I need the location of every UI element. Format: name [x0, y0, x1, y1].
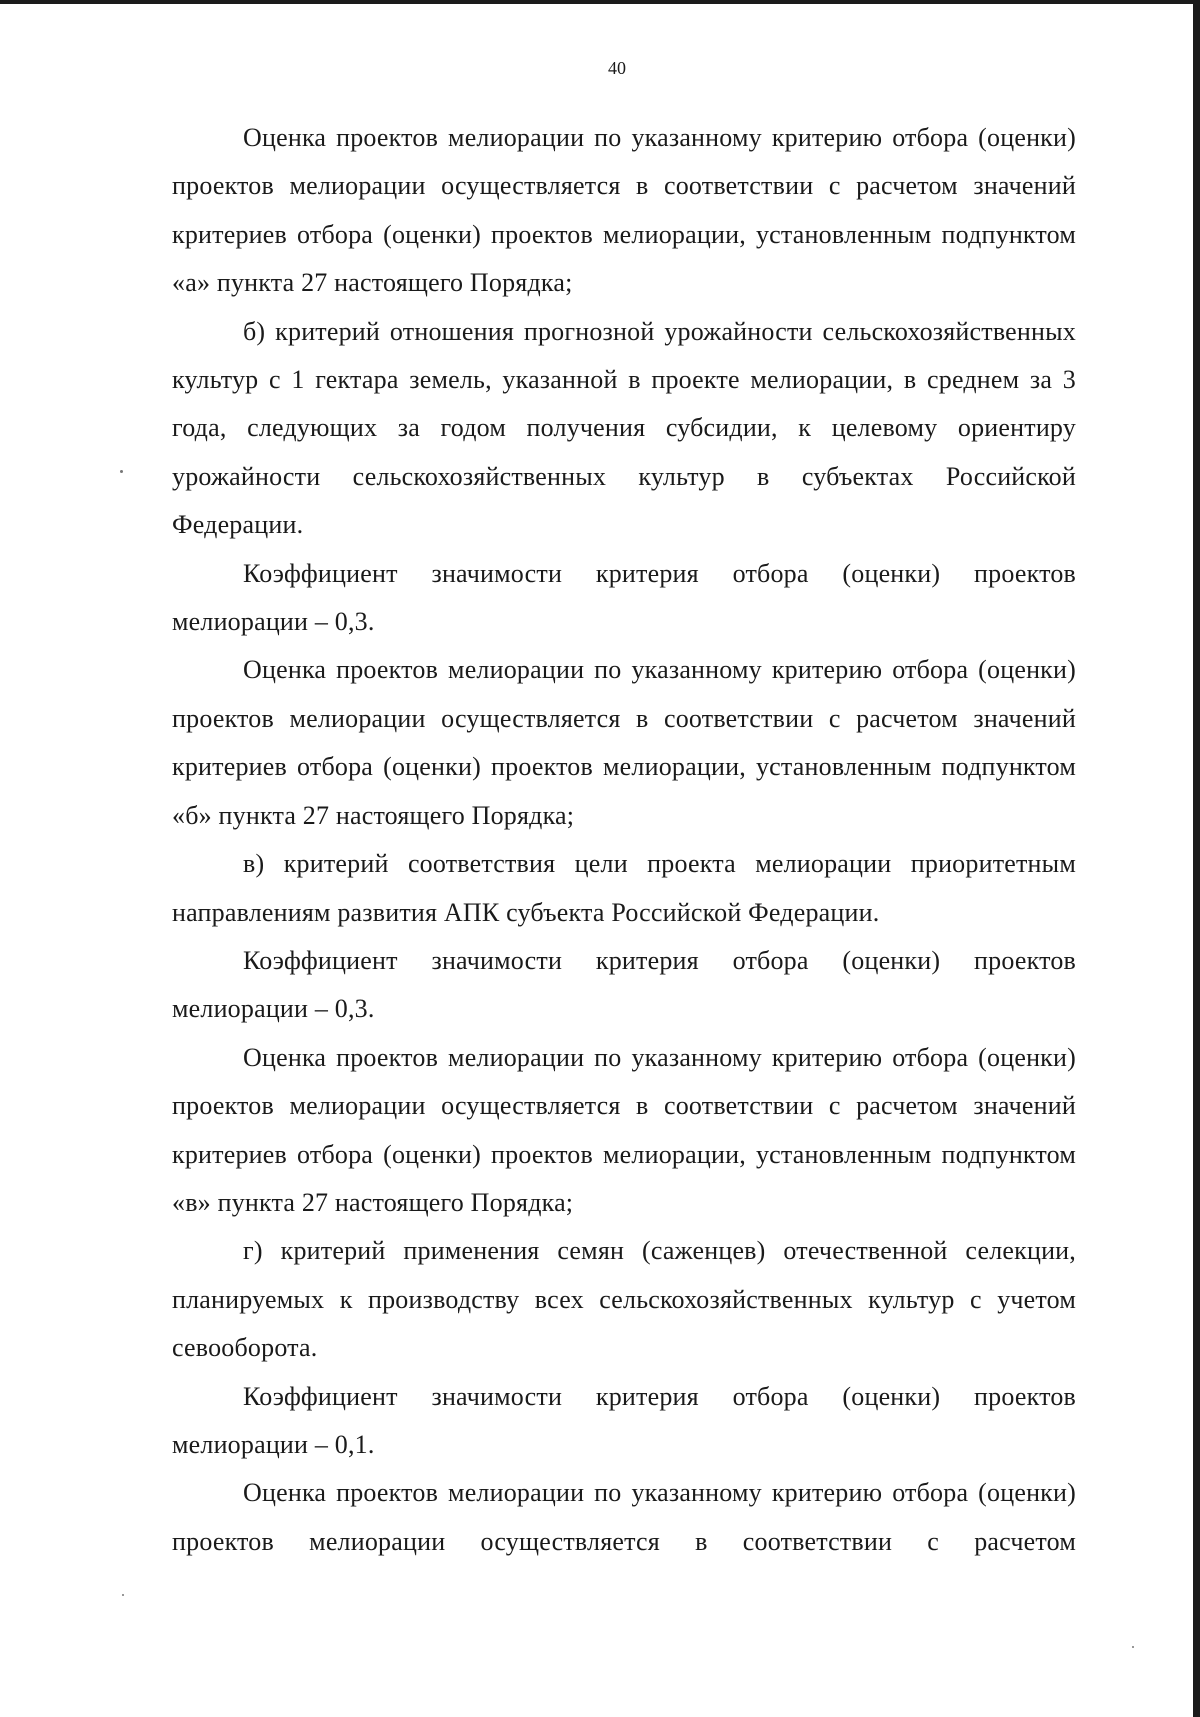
scan-speck: [1132, 1646, 1134, 1648]
scan-edge-top: [0, 0, 1200, 4]
paragraph-assessment-a: Оценка проектов мелиорации по указанному критерию отбора (оценки) проектов мелиорации осуществляется в соответствии с расчетом значений критериев отбора (оценки) проектов мелиорации, установленным подпунктом «а» пункта 27 настоящего Порядка;: [172, 123, 1076, 298]
paragraph-assessment-v: Оценка проектов мелиорации по указанному критерию отбора (оценки) проектов мелиорации осуществляется в соответствии с расчетом значений критериев отбора (оценки) проектов мелиорации, установленным подпунктом «в» пункта 27 настоящего Порядка;: [172, 1042, 1076, 1217]
paragraph-coefficient-b: Коэффициент значимости критерия отбора (оценки) проектов мелиорации – 0,3.: [172, 558, 1076, 637]
document-body: [172, 114, 1076, 1566]
scan-speck: [122, 1594, 124, 1596]
page-number: 40: [608, 58, 626, 78]
paragraph-criterion-g: г) критерий применения семян (саженцев) отечественной селекции, планируемых к производству всех сельскохозяйственных культур с учетом севооборота.: [172, 1236, 1076, 1363]
paragraph-criterion-v: в) критерий соответствия цели проекта мелиорации приоритетным направлениям развития АПК субъекта Российской Федерации.: [172, 849, 1076, 927]
paragraph-assessment-b: Оценка проектов мелиорации по указанному критерию отбора (оценки) проектов мелиорации осуществляется в соответствии с расчетом значений критериев отбора (оценки) проектов мелиорации, установленным подпунктом «б» пункта 27 настоящего Порядка;: [172, 655, 1076, 830]
paragraph-coefficient-g: Коэффициент значимости критерия отбора (оценки) проектов мелиорации – 0,1.: [172, 1381, 1076, 1459]
paragraph-coefficient-v: Коэффициент значимости критерия отбора (оценки) проектов мелиорации – 0,3.: [172, 945, 1076, 1024]
scan-edge-right: [1193, 0, 1200, 1717]
paragraph-assessment-g: Оценка проектов мелиорации по указанному критерию отбора (оценки) проектов мелиорации осуществляется в соответствии с расчетом: [172, 1478, 1076, 1556]
paragraph-criterion-b: б) критерий отношения прогнозной урожайности сельскохозяйственных культур с 1 гектара земель, указанной в проекте мелиорации, в среднем за 3 года, следующих за годом получения субсидии, к целевому ориентиру урожайности сельскохозяйственных культур в субъектах Российской Федерации.: [172, 316, 1076, 540]
scan-speck: [120, 470, 123, 473]
